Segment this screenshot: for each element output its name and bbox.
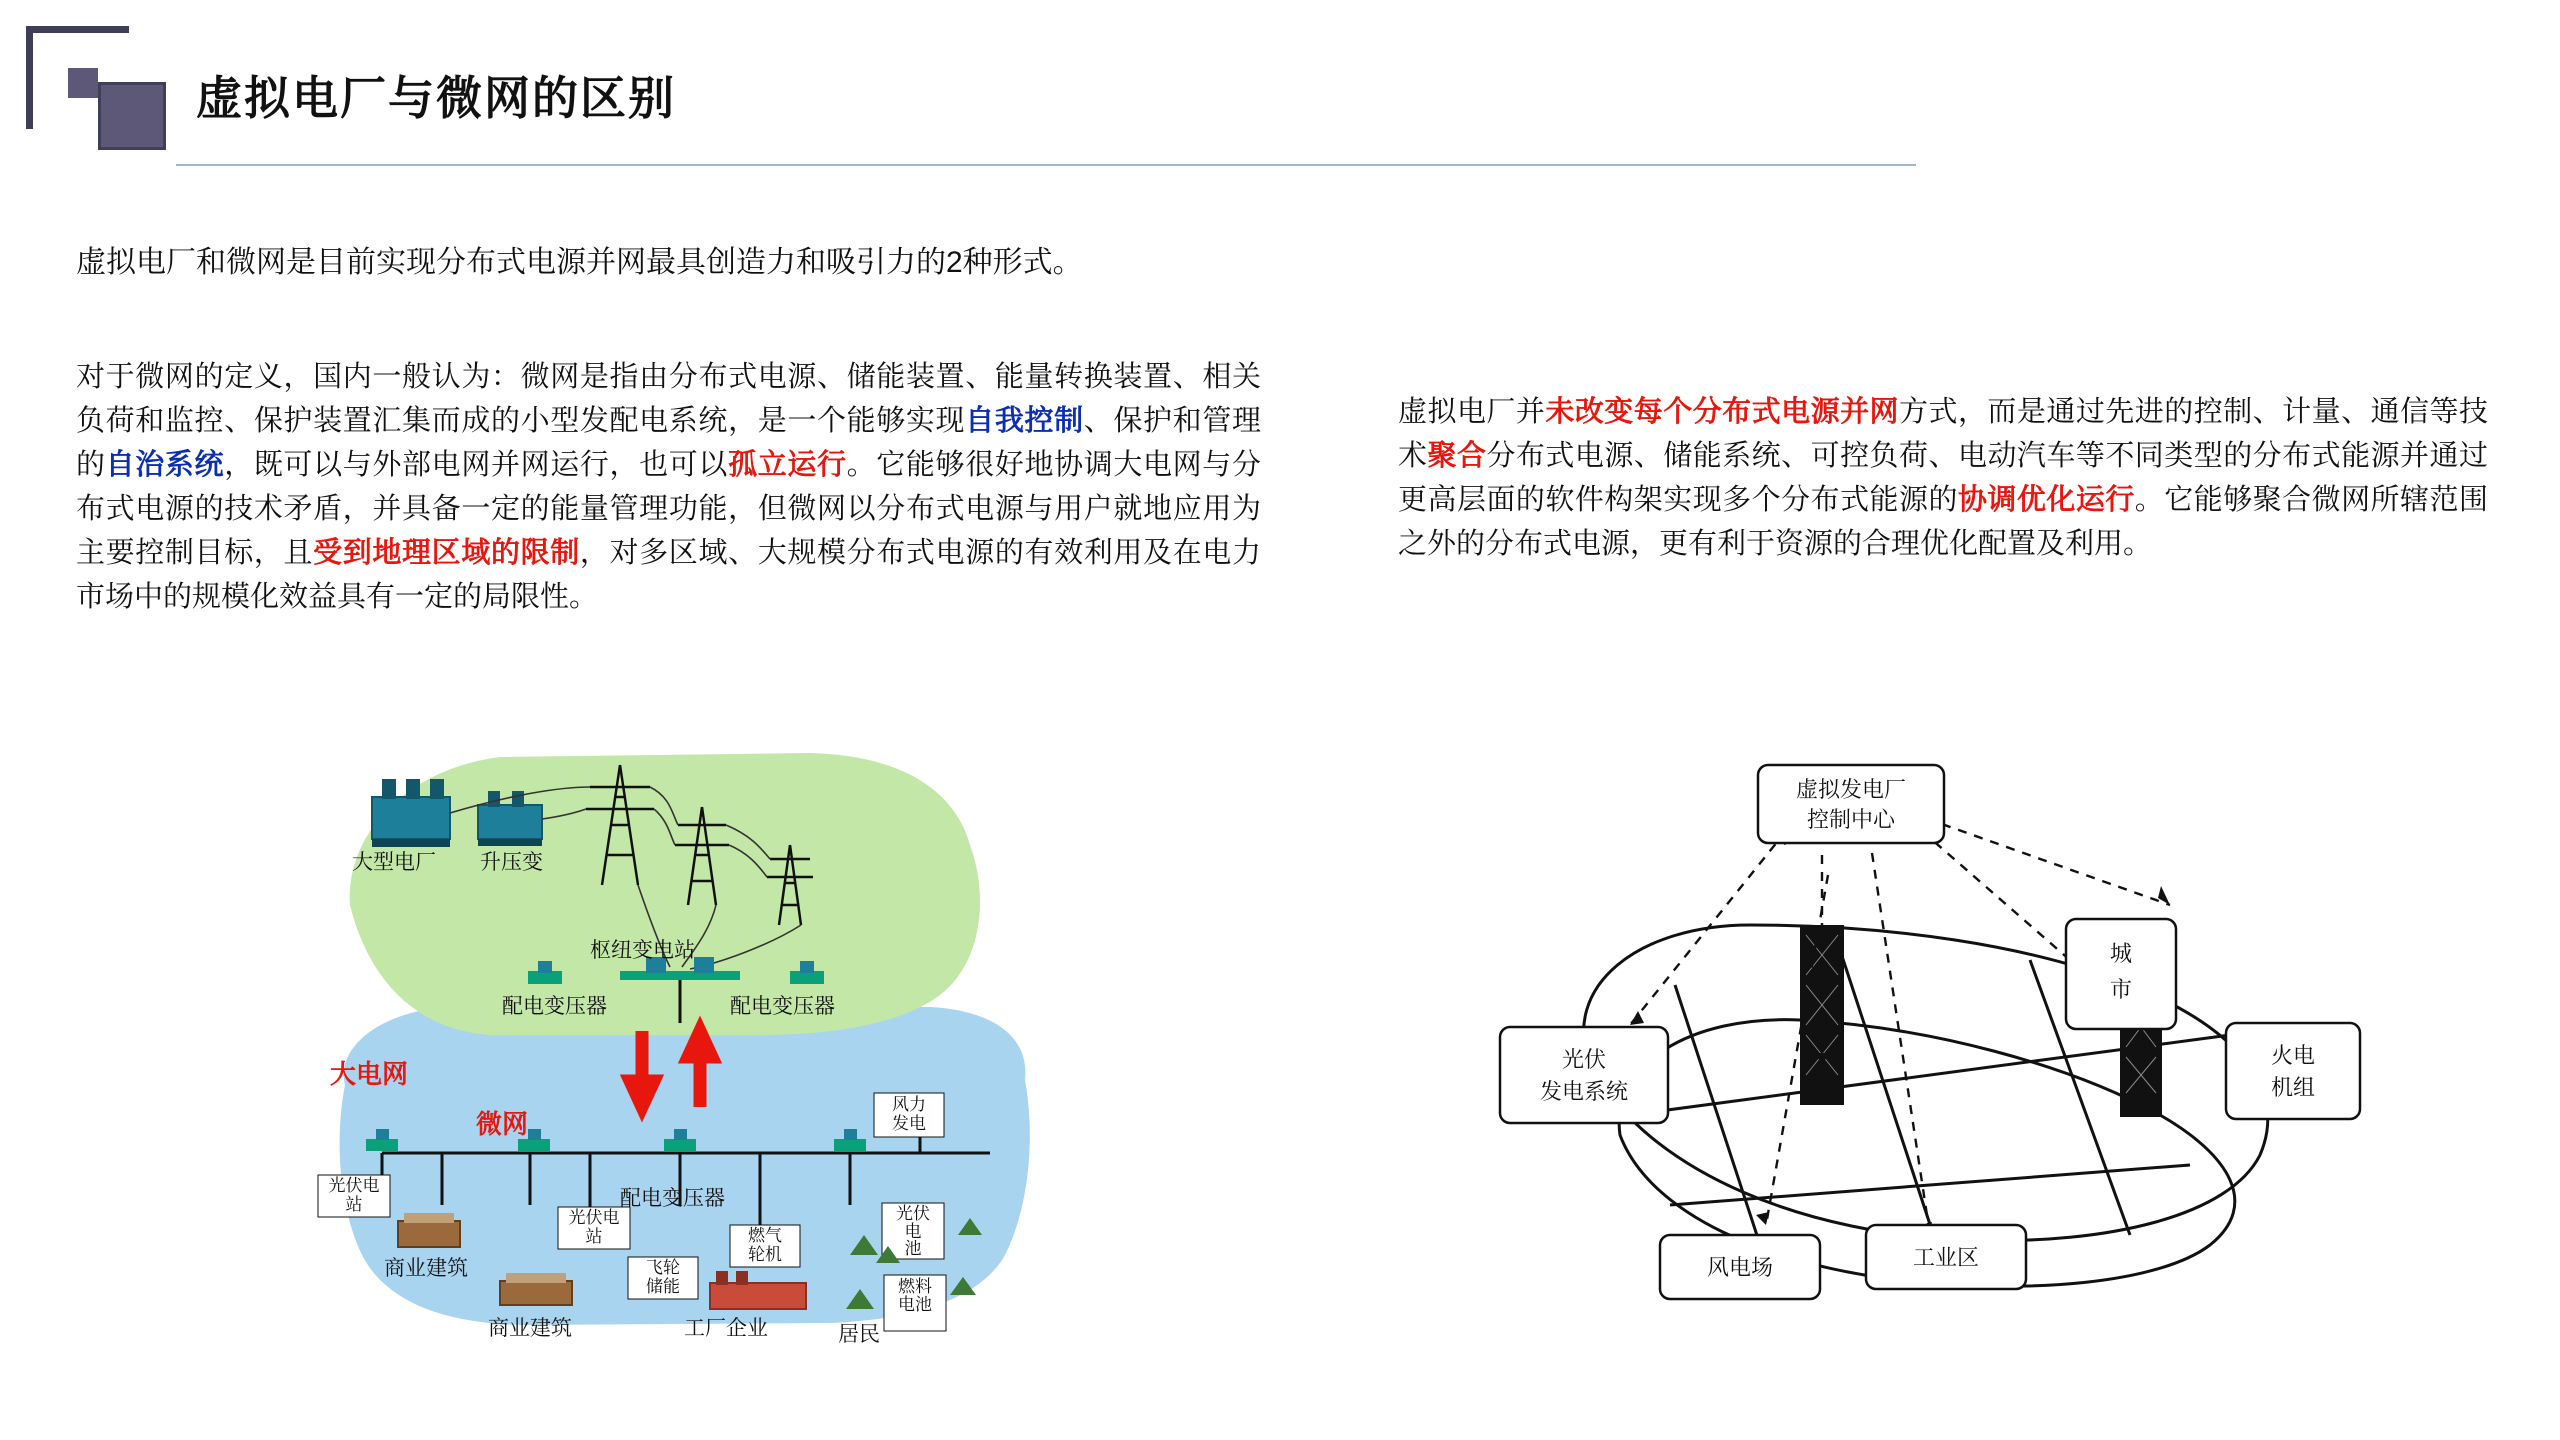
svg-text:风力: 风力	[892, 1095, 926, 1115]
microgrid-diagram	[290, 735, 1080, 1375]
node-industrial-zone-label: 工业区	[1912, 1246, 1980, 1271]
svg-text:轮机: 轮机	[748, 1245, 782, 1265]
svg-text:飞轮: 飞轮	[646, 1258, 680, 1278]
macro-grid-region-shape	[350, 753, 980, 1035]
svg-text:枢纽变电站: 枢纽变电站	[590, 938, 695, 962]
right-text-part-1: 虚拟电厂并	[1398, 396, 1546, 428]
right-text-part-3: 分布式电源、储能系统、可控负荷、电动汽车等不同类型的分布式能源并通过更高层面的软件构架实现多个分布式能源的	[1398, 440, 2488, 517]
svg-text:燃料: 燃料	[898, 1277, 932, 1297]
left-text-part-3: ，既可以与外部电网并网运行，也可以	[224, 449, 729, 482]
svg-text:配电变压器: 配电变压器	[620, 1186, 725, 1210]
svg-text:站: 站	[345, 1195, 363, 1215]
page-title: 虚拟电厂与微网的区别	[196, 72, 676, 124]
arrow-heads	[1630, 831, 2170, 1235]
svg-text:储能: 储能	[646, 1277, 680, 1297]
svg-text:配电变压器: 配电变压器	[730, 994, 835, 1018]
virtual-power-plant-diagram	[1470, 735, 2370, 1375]
svg-text:站: 站	[585, 1227, 603, 1247]
left-highlight-autonomous-system: 自治系统	[105, 449, 225, 482]
svg-text:大型电厂: 大型电厂	[352, 850, 436, 874]
right-column-paragraph	[1398, 390, 2488, 566]
lead-paragraph: 虚拟电厂和微网是目前实现分布式电源并网最具创造力和吸引力的2种形式。	[76, 246, 1083, 279]
left-highlight-geographic-limit: 受到地理区域的限制	[313, 537, 580, 570]
node-city-line1: 城	[2109, 942, 2133, 967]
microgrid-region-label: 微网	[476, 1110, 529, 1140]
svg-text:配电变压器: 配电变压器	[502, 994, 607, 1018]
svg-text:光伏电: 光伏电	[328, 1176, 380, 1196]
title-divider	[176, 164, 1916, 166]
right-highlight-no-change: 未改变每个分布式电源并网	[1545, 396, 1900, 428]
large-power-plant-icon	[372, 779, 450, 847]
node-wind-farm-label: 风电场	[1706, 1256, 1774, 1281]
node-city-box	[2066, 919, 2176, 1029]
node-control-center-line2: 控制中心	[1806, 808, 1896, 833]
node-city-line2: 市	[2109, 978, 2133, 1003]
node-pv-line1: 光伏	[1561, 1048, 1607, 1073]
right-highlight-aggregate: 聚合	[1427, 440, 1487, 473]
node-thermal-unit-box	[2226, 1023, 2360, 1119]
node-pv-system-box	[1500, 1027, 1668, 1123]
svg-text:商业建筑: 商业建筑	[488, 1316, 572, 1340]
svg-text:居民: 居民	[838, 1322, 880, 1346]
svg-text:池: 池	[904, 1239, 922, 1259]
company-logo-mark	[26, 26, 156, 146]
left-highlight-self-control: 自我控制	[965, 405, 1084, 438]
macro-grid-region-label: 大电网	[330, 1060, 409, 1090]
left-column-paragraph	[76, 355, 1261, 619]
logo-square-small-shape	[68, 68, 98, 98]
node-control-center-line1: 虚拟发电厂	[1795, 778, 1907, 803]
svg-text:发电: 发电	[892, 1114, 926, 1134]
svg-text:电: 电	[904, 1222, 922, 1242]
node-thermal-line1: 火电	[2270, 1044, 2316, 1069]
right-text-part-4: 。它能够聚合微网所辖范围之外的分布式电源，更有利于资源的合理优化配置及利用。	[1398, 484, 2488, 561]
logo-square-large-shape	[98, 82, 166, 150]
svg-text:电池: 电池	[898, 1295, 932, 1315]
node-thermal-line2: 机组	[2270, 1076, 2316, 1101]
node-pv-line2: 发电系统	[1539, 1080, 1629, 1105]
svg-text:升压变: 升压变	[480, 850, 543, 874]
right-highlight-coordinated-optimization: 协调优化运行	[1957, 484, 2135, 517]
svg-text:商业建筑: 商业建筑	[384, 1256, 468, 1280]
right-text-part-2: 方式，而是通过先进的控制、计量、通信等技术	[1398, 396, 2488, 473]
left-highlight-island-operation: 孤立运行	[728, 449, 847, 482]
left-text-part-4: 。它能够很好地协调大电网与分布式电源的技术矛盾，并具备一定的能量管理功能，但微网以分布式电源与用户就地应用为主要控制目标，且	[76, 449, 1261, 570]
svg-text:光伏: 光伏	[896, 1204, 930, 1224]
svg-text:燃气: 燃气	[748, 1226, 782, 1246]
left-text-part-5: ，对多区域、大规模分布式电源的有效利用及在电力市场中的规模化效益具有一定的局限性。	[76, 537, 1261, 614]
left-text-part-2: 、保护和管理的	[76, 405, 1261, 482]
svg-text:工厂企业: 工厂企业	[684, 1316, 768, 1340]
left-text-part-1: 对于微网的定义，国内一般认为：微网是指由分布式电源、储能装置、能量转换装置、相关负荷和监控、保护装置汇集而成的小型发配电系统，是一个能够实现	[76, 361, 1261, 438]
svg-text:光伏电: 光伏电	[568, 1208, 620, 1228]
